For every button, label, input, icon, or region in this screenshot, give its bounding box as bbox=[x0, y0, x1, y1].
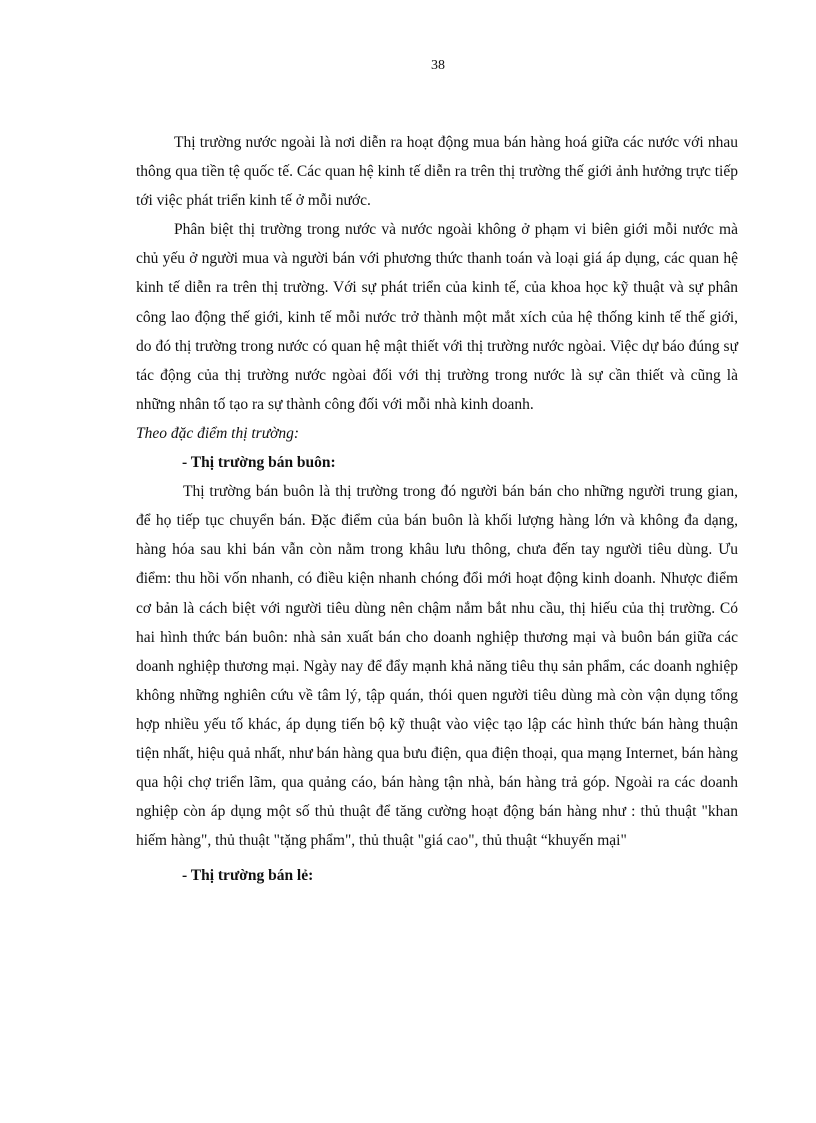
paragraph-domestic-vs-foreign: Phân biệt thị trường trong nước và nước ngoài không ở phạm vi biên giới mỗi nước mà chủ yếu ở người mua và người bán với phương thức thanh toán và loại giá áp dụng, các quan hệ kinh tế diễn ra trên thị trường. Với sự phát triển của kinh tế, của khoa học kỹ thuật và sự phân công lao động thế giới, kinh tế mỗi nước trở thành một mắt xích của hệ thống kinh tế thế giới, do đó thị trường trong nước có quan hệ mật thiết với thị trường nước ngòai. Việc dự báo đúng sự tác động của thị trường nước ngòai đối với thị trường trong nước là sự cần thiết và cũng là những nhân tố tạo ra sự thành công đối với mỗi nhà kinh doanh. bbox=[136, 221, 738, 413]
page-number: 38 bbox=[431, 58, 445, 73]
paragraph-foreign-market: Thị trường nước ngoài là nơi diễn ra hoạt động mua bán hàng hoá giữa các nước với nhau thông qua tiền tệ quốc tế. Các quan hệ kinh tế diễn ra trên thị trường thế giới ảnh hưởng trực tiếp tới việc phát triển kinh tế ở mỗi nước. bbox=[136, 134, 738, 210]
heading-retail-market: - Thị trường bán lẻ: bbox=[182, 867, 314, 885]
heading-wholesale-market: - Thị trường bán buôn: bbox=[182, 454, 336, 472]
paragraph-wholesale-market: Thị trường bán buôn là thị trường trong đó người bán bán cho những người trung gian, để họ tiếp tục chuyển bán. Đặc điểm của bán buôn là khối lượng hàng lớn và không đa dạng, hàng hóa sau khi bán vẫn còn nằm trong khâu lưu thông, chưa đến tay người tiêu dùng. Ưu điểm: thu hồi vốn nhanh, có điều kiện nhanh chóng đổi mới hoạt động kinh doanh. Nhược điểm cơ bản là cách biệt với người tiêu dùng nên chậm nắm bắt nhu cầu, thị hiếu của thị trường. Có hai hình thức bán buôn: nhà sản xuất bán cho doanh nghiệp thương mại và buôn bán giữa các doanh nghiệp thương mại. Ngày nay để đẩy mạnh khả năng tiêu thụ sản phẩm, các doanh nghiệp không những nghiên cứu về tâm lý, tập quán, thói quen người tiêu dùng mà còn vận dụng tổng hợp nhiều yếu tố khác, áp dụng tiến bộ kỹ thuật vào việc tạo lập các hình thức bán hàng thuận tiện nhất, hiệu quả nhất, như bán hàng qua bưu điện, qua điện thoại, qua mạng Internet, bán hàng qua hội chợ triển lãm, qua quảng cáo, bán hàng tận nhà, bán hàng trả góp. Ngoài ra các doanh nghiệp còn áp dụng một số thủ thuật để tăng cường hoạt động bán hàng như : thủ thuật "khan hiếm hàng", thủ thuật "tặng phẩm", thủ thuật "giá cao", thủ thuật “khuyến mại" bbox=[136, 483, 738, 850]
document-body bbox=[136, 128, 738, 890]
heading-market-features: Theo đặc điểm thị trường: bbox=[136, 424, 300, 442]
